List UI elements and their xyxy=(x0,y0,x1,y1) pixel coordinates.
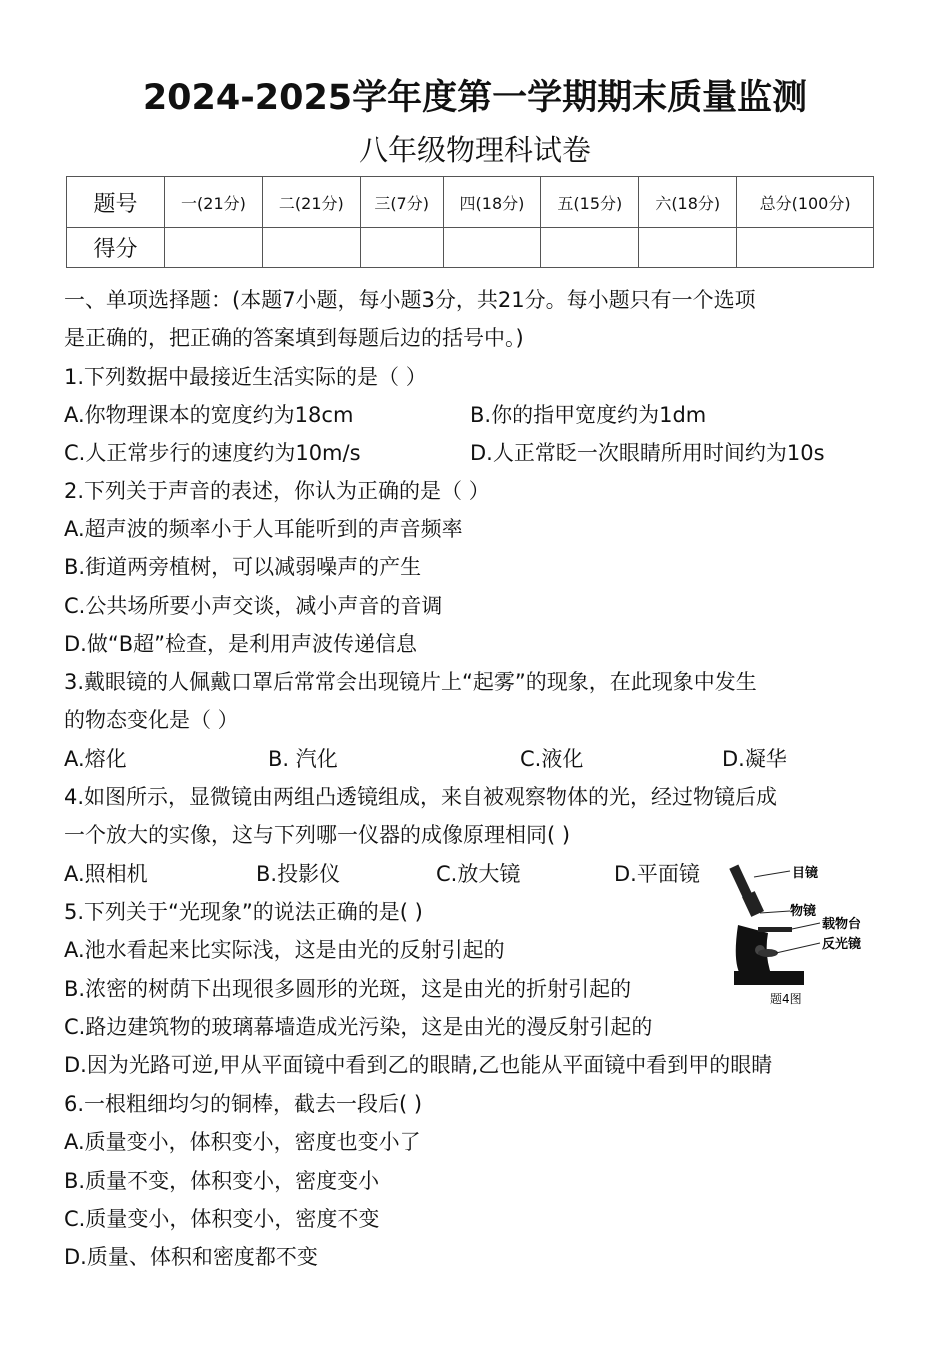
score-col-3: 三(7分) xyxy=(360,177,443,228)
score-col-5: 五(15分) xyxy=(541,177,639,228)
score-cell[interactable] xyxy=(443,228,541,268)
q1-option-a: A.你物理课本的宽度约为18cm xyxy=(64,403,354,427)
microscope-figure xyxy=(728,855,888,1010)
q1-option-c: C.人正常步行的速度约为10m/s xyxy=(64,441,361,465)
q2-option-b: B.街道两旁植树，可以减弱噪声的产生 xyxy=(64,555,422,579)
score-cell[interactable] xyxy=(165,228,263,268)
q5-option-b: B.浓密的树荫下出现很多圆形的光斑，这是由光的折射引起的 xyxy=(64,977,632,1001)
score-col-4: 四(18分) xyxy=(443,177,541,228)
q4-stem-line2: 一个放大的实像，这与下列哪一仪器的成像原理相同( ) xyxy=(64,823,571,847)
label-objective: 物镜 xyxy=(790,904,817,919)
exam-subtitle: 八年级物理科试卷 xyxy=(358,133,591,167)
score-cell[interactable] xyxy=(737,228,874,268)
q5-option-a: A.池水看起来比实际浅，这是由光的反射引起的 xyxy=(64,938,505,962)
q5-stem: 5.下列关于“光现象”的说法正确的是( ) xyxy=(64,900,423,924)
q2-stem: 2.下列关于声音的表述，你认为正确的是（ ） xyxy=(64,479,490,503)
q6-stem: 6.一根粗细均匀的铜棒，截去一段后( ) xyxy=(64,1092,423,1116)
score-table xyxy=(66,176,874,268)
figure-caption: 题4图 xyxy=(770,992,802,1006)
score-col-1: 一(21分) xyxy=(165,177,263,228)
score-cell[interactable] xyxy=(262,228,360,268)
score-col-total: 总分(100分) xyxy=(737,177,874,228)
q3-stem-line2: 的物态变化是（ ） xyxy=(64,708,239,732)
score-cell[interactable] xyxy=(360,228,443,268)
microscope-icon xyxy=(729,864,820,985)
q2-option-d: D.做“B超”检查，是利用声波传递信息 xyxy=(64,632,418,656)
q6-option-b: B.质量不变，体积变小，密度变小 xyxy=(64,1169,380,1193)
score-table-score-row xyxy=(67,228,874,268)
q2-option-a: A.超声波的频率小于人耳能听到的声音频率 xyxy=(64,517,463,541)
q6-option-c: C.质量变小，体积变小，密度不变 xyxy=(64,1207,380,1231)
question-number-label: 题号 xyxy=(67,177,165,228)
score-label: 得分 xyxy=(67,228,165,268)
q4-stem-line1: 4.如图所示，显微镜由两组凸透镜组成，来自被观察物体的光，经过物镜后成 xyxy=(64,785,778,809)
label-stage: 载物台 xyxy=(822,917,862,932)
q4-option-b: B.投影仪 xyxy=(256,862,341,886)
q3-option-d: D.凝华 xyxy=(722,747,787,771)
score-col-6: 六(18分) xyxy=(639,177,737,228)
q1-option-b: B.你的指甲宽度约为1dm xyxy=(470,403,707,427)
score-table-header-row xyxy=(67,177,874,228)
q6-option-d: D.质量、体积和密度都不变 xyxy=(64,1245,318,1269)
q3-option-b: B. 汽化 xyxy=(268,747,338,771)
q4-option-d: D.平面镜 xyxy=(614,862,700,886)
q5-option-c: C.路边建筑物的玻璃幕墙造成光污染，这是由光的漫反射引起的 xyxy=(64,1015,653,1039)
q4-option-a: A.照相机 xyxy=(64,862,148,886)
q3-option-a: A.熔化 xyxy=(64,747,127,771)
label-eyepiece: 目镜 xyxy=(792,866,819,881)
section1-intro-line2: 是正确的，把正确的答案填到每题后边的括号中。) xyxy=(64,326,524,350)
q5-option-d: D.因为光路可逆,甲从平面镜中看到乙的眼睛,乙也能从平面镜中看到甲的眼睛 xyxy=(64,1053,773,1077)
label-mirror: 反光镜 xyxy=(822,937,862,952)
q4-option-c: C.放大镜 xyxy=(436,862,521,886)
q3-option-c: C.液化 xyxy=(520,747,584,771)
exam-title: 2024-2025学年度第一学期期末质量监测 xyxy=(142,78,808,118)
score-cell[interactable] xyxy=(639,228,737,268)
q3-stem-line1: 3.戴眼镜的人佩戴口罩后常常会出现镜片上“起雾”的现象，在此现象中发生 xyxy=(64,670,757,694)
section1-intro-line1: 一、单项选择题：(本题7小题，每小题3分，共21分。每小题只有一个选项 xyxy=(64,288,756,312)
q1-stem: 1.下列数据中最接近生活实际的是（ ） xyxy=(64,365,427,389)
score-col-2: 二(21分) xyxy=(262,177,360,228)
q2-option-c: C.公共场所要小声交谈，减小声音的音调 xyxy=(64,594,443,618)
q1-option-d: D.人正常眨一次眼睛所用时间约为10s xyxy=(470,441,825,465)
score-cell[interactable] xyxy=(541,228,639,268)
q6-option-a: A.质量变小，体积变小，密度也变小了 xyxy=(64,1130,421,1154)
